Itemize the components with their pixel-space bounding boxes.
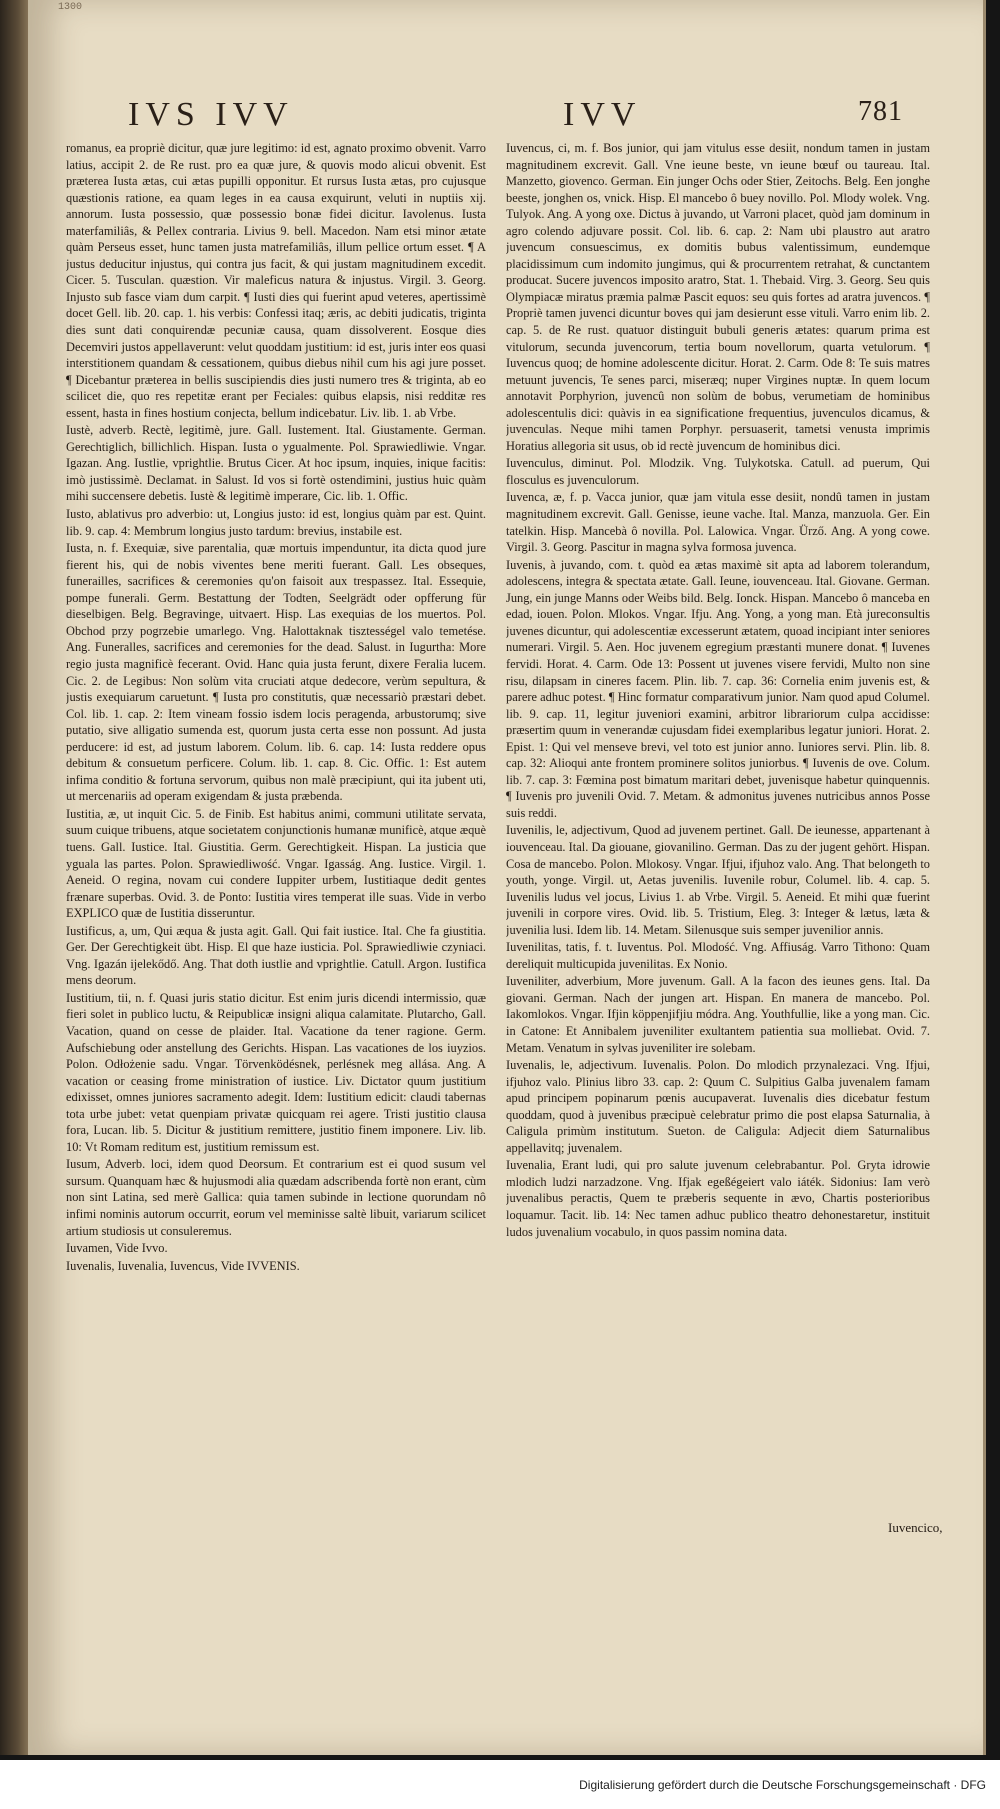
dictionary-entry: Iuvenalia, Erant ludi, qui pro salute juvenum celebrabantur. Pol. Gryta idrowie mlodich ludzi narzadzone. Vng. Ifjak egeßégeiert valo iáték. Sidonius: Iam verò juvenalibus peractis, Quem te præberis sequente in ævo, Chartis posterioribus loquamur. Tacit. lib. 14: Nec tamen adhuc publico theatro dehonestaretur, instituit ludos juvenalium vocabulo, in quos passim nomina data. [506,1158,930,1239]
running-header [28,96,983,140]
dictionary-entry: Iusta, n. f. Exequiæ, sive parentalia, quæ mortuis impenduntur, ita dicta quod jure fierent his, qui de nobis viventes bene meriti fuerant. Gall. Les obseques, funerailles, sacrifices & ceremonies qu'on faisoit aux trespassez. Ital. Essequie, pompe funerali. Germ. Bestattung der Todten, Seelgrädt oder opfferung für dieselbigen. Belg. Begravinge, uitvaert. Hisp. Las exequias de los muertos. Pol. Obchod przy pogrzebie umarlego. Vng. Halottaknak tisztességel valo temetése. Ang. Funeralles, sacrifices and ceremonies for the dead. Salust. in Iugurtha: More regio justa magnificè fecerant. Ovid. Hanc quia justa ferunt, dixere Feralia lucem. Cic. 2. de Legibus: Non solùm vita cruciati atque dedecore, verùm sepultura, & justis exequiarum caruetunt. ¶ Iusta pro constitutis, quæ necessariò præstari debet. Col. lib. 1. cap. 2: Item vineam fossio isdem locis peragenda, arbustorumq; sive putatio, sive alligatio sumenda est, quorum justa certa esse non possunt. Ad justa perducere: id est, ad justum laborem. Colum. lib. 6. cap. 14: Iusta reddere opus debitum & consuetum perficere. Colum. lib. 1. cap. 8. Cic. Offic. 1: Est autem infima conditio & fortuna servorum, quibus non malè præcipiunt, qui ita jubent uti, ut mercenariis ad operam exigendam & justa præbenda. [66,541,486,804]
header-left: IVS IVV [128,96,294,133]
dictionary-entry: Iuvenalis, le, adjectivum. Iuvenalis. Polon. Do mlodich przynalezaci. Vng. Ifjui, ifjuhoz valo. Plinius libro 33. cap. 2: Quum C. Sulpitius Galba juvenalem famam apud principem popinarum pœnis aucupaverat. Iuvenalis dies dicebatur festum quoddam, quod à juvenibus præcipuè celebratur primo die post elapsa Saturnalia, à Caligula primùm institutum. Sueton. de Caligula: Adjecit diem Saturnalibus appellavitq; juvenalem. [506,1058,930,1155]
book-binding-edge [0,0,30,1755]
page-number: 781 [858,96,903,127]
left-column [66,140,486,1500]
header-right: IVV [563,96,642,133]
dictionary-entry: Iusto, ablativus pro adverbio: ut, Longius justo: id est, longius quàm par est. Quint. lib. 9. cap. 4: Membrum longius justo tardum: brevius, instabile est. [66,507,486,538]
footer-credit: Digitalisierung gefördert durch die Deutsche Forschungsgemeinschaft · DFG [579,1778,986,1792]
dictionary-entry: Iuvenilitas, tatis, f. t. Iuventus. Pol. Mlodość. Vng. Affiuság. Varro Tithono: Quam dereliquit multicupida juvenilitas. Ex Nonio. [506,940,930,971]
dictionary-entry: Iuveniliter, adverbium, More juvenum. Gall. A la facon des ieunes gens. Ital. Da giovani. German. Nach der jungen art. Hispan. En manera de mancebo. Pol. Iakomlokos. Vngar. Ifjin köppenjifjiu módra. Ang. Youthfullie, like a yong man. Cic. in Catone: Et Annibalem juveniliter exultantem patientia sua molliebat. Ovid. 7. Metam. Venatum in sylvas juveniliter ire solebam. [506,974,930,1055]
right-column [506,140,930,1520]
dictionary-entry: romanus, ea propriè dicitur, quæ jure legitimo: id est, agnato proximo obvenit. Varro latius, accipit 2. de Re rust. pro ea quæ jure, & quovis modo alicui obvenit. Est præterea Iusta ætas, cui ætas pupilli opponitur. Et rursus Iusta ætas, pro cujusque quæstionis ratione, ea quam leges in ea causa exquirunt, veluti in nuptiis xij. annorum. Iusta possessio, quæ possessio bonæ fidei dicitur. Iavolenus. Iusta materfamiliâs, & Pellex contraria. Livius 9. bell. Macedon. Nam etsi minor ætate quàm Perseus esset, hunc tamen justa matrefamiliâs, illum pellice ortum esset. ¶ A justus deducitur injustus, qui contra jus facit, & qui justam magnitudinem excedit. Cicer. 5. Tusculan. quæstion. Vir maleficus natura & injustus. Virgil. 3. Georg. Injusto sub fasce viam dum carpit. ¶ Iusti dies qui fuerint apud veteres, apertissimè docet Gell. lib. 20. cap. 1. his verbis: Confessi itaq; æris, ac debiti judicatis, triginta dies sunt dati conquirendæ pecuniæ causa, quam dissolverent. Eosque dies Decemviri justos appellaverunt: velut quoddam justitium: id est, juris inter eos quasi interstitionem quandam & cessationem, quibus diebus nihil cum his agi jure posset. ¶ Dicebantur præterea in bellis suscipiendis dies justi numero tres & triginta, ab eo scilicet die, quo res repetitæ erant per Feciales: quibus elapsis, nisi redditæ res essent, hasta in fines hostium conjecta, bellum indicebatur. Liv. lib. 1. ab Vrbe. [66,141,486,420]
dictionary-page [28,0,986,1755]
dictionary-entry: Iuvenalis, Iuvenalia, Iuvencus, Vide IVVENIS. [66,1258,300,1273]
dictionary-entry: Iuvamen, Vide Ivvo. [66,1241,168,1256]
dictionary-entry: Iustitium, tii, n. f. Quasi juris statio dicitur. Est enim juris dicendi intermissio, quæ fieri solet in publico luctu, & Reipublicæ insigni aliqua calamitate. Plutarcho, Gall. Vacation, quand on cesse de plaider. Ital. Vacatione da tener ragione. Germ. Aufschiebung oder anstellung des Gerichts. Hispan. Las vacationes de los iuyzios. Polon. Odłożenie sadu. Vngar. Törvenködésnek, perlésnek meg allása. Ang. A vacation or ceasing frome ministration of iustice. Liv. Dictator quum justitium edixisset, omnes juniores sacramento adegit. Idem: Iustitium edicit: claudi tabernas tota urbe jubet: vetat quenpiam privatæ quicquam rei agere. Tristi justitio clausa fora, Lucan. lib. 5. Dicitur & justitium remittere, justitio finem imponere. Liv. lib. 10: Vt Romam reditum est, justitium remissum est. [66,990,486,1154]
dictionary-entry: Iustitia, æ, ut inquit Cic. 5. de Finib. Est habitus animi, communi utilitate servata, suum cuique tribuens, atque societatem conjunctionis humanæ munificè, atque æquè tuens. Gall. Iustice. Ital. Giustitia. Germ. Gerechtigkeit. Hispan. La justicia que yguala las partes. Polon. Sprawiedliwość. Vngar. Igasság. Ang. Iustice. Virgil. 1. Aeneid. O regina, novam cui condere Iuppiter urbem, Iustitiaque dedit gentes frænare superbas. Ovid. 3. de Ponto: Iustitia vires temperat ille suas. Vide in verbo EXPLICO quæ de Iustitia disseruntur. [66,806,486,921]
corner-label: 1300 [58,2,83,13]
dictionary-entry: Iuvenculus, diminut. Pol. Mlodzik. Vng. Tulykotska. Catull. ad puerum, Qui flosculus es juvenculorum. [506,456,930,487]
dictionary-entry: Iusum, Adverb. loci, idem quod Deorsum. Et contrarium est ei quod susum vel sursum. Quanquam hæc & hujusmodi alia quædam adscribenda fortè non erant, cùm non sint Latina, sed merè Gallica: quia tamen subinde in lectione quorundam nô infimi nominis autorum occurrit, eorum vel meminisse saltè libuit, variarum scilicet artium studiosis ut consuleremus. [66,1157,486,1238]
dictionary-entry: Iuvenis, à juvando, com. t. quòd ea ætas maximè sit apta ad laborem tolerandum, adolescens, integra & spectata ætate. Gall. Ieune, iouvenceau. Ital. Giovane. German. Jung, ein junge Manns oder Weibs bild. Belg. Ionck. Hispan. Mancebo ô manceba en edad, iouen. Polon. Mlokos. Vngar. Ifju. Ang. Yong, a yong man. Età jureconsultis juvenes dicuntur, qui adolescentiæ excesserunt ætatem, quoad incipiant inter seniores numerari. Virgil. 5. Aen. Hoc juvenem egregium præstanti munere donat. ¶ Iuvenes fervidi. Horat. 4. Carm. Ode 13: Possent ut juvenes visere fervidi, Multo non sine risu, dilapsam in cineres facem. Plin. lib. 7. cap. 36: Cornelia enim juvenis est, & parere adhuc potest. ¶ Hinc formatur comparativum junior. Nam quod apud Columel. lib. 9. cap. 11, legitur juveniori examini, arbitror librariorum culpa accidisse: præsertim quum in venerandæ cujusdam fidei exemplaribus legatur juniori. Horat. 2. Epist. 1: Qui vel menseve brevi, vel toto est junior anno. Iuniores servi. Plin. lib. 8. cap. 32: Alioqui ante frontem prominere solitos juniorbus. ¶ Iuvenis de ove. Colum. lib. 7. cap. 3: Fœmina post bimatum maritari debet, juvenisque habetur quinquennis. ¶ Iuvenis pro juvenili Ovid. 7. Metam. & admonitus juvenes nutricibus annos Posse suis reddi. [506,557,930,820]
dictionary-entry: Iuvenca, æ, f. p. Vacca junior, quæ jam vitula esse desiit, nondû tamen in justam magnitudinem excrevit. Gall. Genisse, ieune vache. Ital. Manza, manzuola. Ger. Ein tatelkin. Hisp. Mancebà ô novilla. Pol. Lalowica. Vngar. Ürző. Ang. A yong cowe. Virgil. 3. Georg. Pascitur in magna sylva formosa juvenca. [506,490,930,555]
dictionary-entry: Iuvencus, ci, m. f. Bos junior, qui jam vitulus esse desiit, nondum tamen in justam magnitudinem excrevit. Gall. Vne ieune beste, vn ieune bœuf ou taureau. Ital. Manzetto, giovenco. German. Ein junger Ochs oder Stier, Zeitochs. Belg. Een jonghe beeste, jonghen os, vnick. Hisp. El mancebo ô buey novillo. Pol. Mlody wolek. Vng. Tulyok. Ang. A yong oxe. Dictus à juvando, ut Varroni placet, quòd jam dominum in agro colendo adjuvare possit. Col. lib. 6. cap. 2: Nam ubi plaustro aut aratro juvencum consuescimus, ex domitis bubus valentissimum, eundemque placidissimum cum indomito jungimus, qui & procurrentem retrahat, & cunctantem producat. Sucere juvencos imposito aratro, Stat. 1. Thebaid. Virg. 3. Georg. Seu quis Olympiacæ miratus præmia palmæ Pascit equos: seu quis fortes ad aratra juvencos. ¶ Propriè tamen juvenci dicuntur boves qui jam desierunt esse vituli. Varro enim lib. 2. cap. 5. de Re rust. quatuor distinguit bubuli generis ætates: quarum prima est vitulorum, secunda juvencorum, tertia boum novellorum, quarta vetulorum. ¶ Iuvencus quoq; de homine adolescente dicitur. Horat. 2. Carm. Ode 8: Te suis matres metuunt juvencis, Te senes parci, miseræq; nuper Virgines nuptæ. In quem locum annotavit Porphyrion, juvencû non solùm de bobus, verumetiam de hominibus adolescentulis dici: quàvis in ea significatione frequentius, juvenculos dicamus, & juvenculas. Neque mihi tamen Porphyr. persuaserit, tametsi venusta imprimis Horatius allegoria sit usus, ob id rectè juvencum de hominibus dici. [506,141,930,453]
digitization-footer [0,1760,1000,1809]
dictionary-entry: Iustè, adverb. Rectè, legitimè, jure. Gall. Iustement. Ital. Giustamente. German. Gerechtiglich, billichlich. Hispan. Iusta o ygualmente. Pol. Sprawiedliwie. Vngar. Igazan. Ang. Iustlie, vprightlie. Brutus Cicer. At hoc ipsum, inquies, inique facitis: imò justissimè. Declamat. in Salust. Id vos si fortè ostendimini, justius huic quàm mihi succensere debetis. Iustè & legitimè imperare, Cic. lib. 1. Offic. [66,423,486,504]
catchword: Iuvencico, [888,1520,943,1535]
dictionary-entry: Iuvenilis, le, adjectivum, Quod ad juvenem pertinet. Gall. De ieunesse, appartenant à iouvenceau. Ital. Da giouane, giovanilino. German. Das zu der jugent gehört. Hispan. Cosa de mancebo. Polon. Mlokosy. Vngar. Ifjui, ifjuhoz valo. Ang. That belongeth to youth, yonge. Virgil. ut, Aetas juvenilis. Iuvenile robur, Columel. lib. 4. cap. 5. Iuvenilis ludus vel jocus, Livius 1. ab Vrbe. Virgil. 5. Aeneid. Et mihi quæ fuerint juvenili in corpore vires. Ovid. lib. 5. Tristium, Eleg. 3: Integer & lætus, læta & juvenilia lusi. Idem lib. 14. Metam. Silenusque suis semper juvenilior annis. [506,823,930,937]
dictionary-entry: Iustificus, a, um, Qui æqua & justa agit. Gall. Qui fait iustice. Ital. Che fa giustitia. Ger. Der Gerechtigkeit übt. Hisp. El que haze iusticia. Pol. Sprawiedliwie czyniaci. Vng. Igazán ijelekődő. Ang. That doth iustlie and vprightlie. Catull. Argon. Iustifica mens deorum. [66,923,486,988]
